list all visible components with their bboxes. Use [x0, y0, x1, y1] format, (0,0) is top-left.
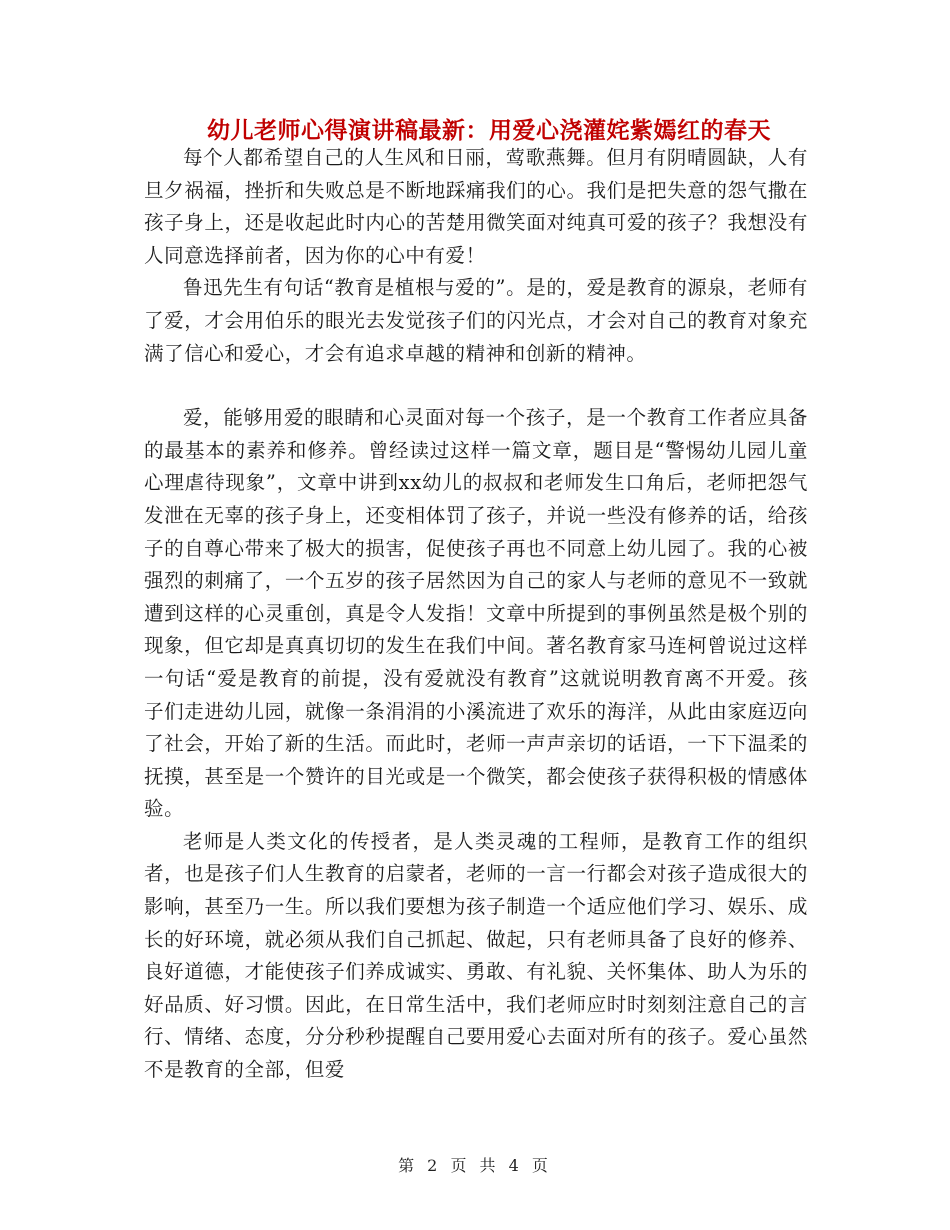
paragraph-2: 鲁迅先生有句话“教育是植根与爱的”。是的，爱是教育的源泉，老师有了爱，才会用伯乐的眼光去发觉孩子们的闪光点，才会对自己的教育对象充满了信心和爱心，才会有追求卓越的精神和创新的精神。	[144, 276, 808, 365]
document-body	[144, 142, 808, 1087]
paragraph-3: 爱，能够用爱的眼睛和心灵面对每一个孩子，是一个教育工作者应具备的最基本的素养和修养。曾经读过这样一篇文章，题目是“警惕幼儿园儿童心理虐待现象”，文章中讲到xx幼儿的叔叔和老师发生口角后，老师把怨气发泄在无辜的孩子身上，还变相体罚了孩子，并说一些没有修养的话，给孩子的自尊心带来了极大的损害，促使孩子再也不同意上幼儿园了。我的心被强烈的刺痛了，一个五岁的孩子居然因为自己的家人与老师的意见不一致就遭到这样的心灵重创，真是令人发指！文章中所提到的事例虽然是极个别的现象，但它却是真真切切的发生在我们中间。著名教育家马连柯曾说过这样一句话“爱是教育的前提，没有爱就没有教育”这就说明教育离不开爱。孩子们走进幼儿园，就像一条涓涓的小溪流进了欢乐的海洋，从此由家庭迈向了社会，开始了新的生活。而此时，老师一声声亲切的话语，一下下温柔的抚摸，甚至是一个赞许的目光或是一个微笑，都会使孩子获得积极的情感体验。	[144, 406, 808, 821]
document-title: 幼儿老师心得演讲稿最新：用爱心浇灌姹紫嫣红的春天	[207, 117, 771, 144]
paragraph-4: 老师是人类文化的传授者，是人类灵魂的工程师，是教育工作的组织者，也是孩子们人生教育的启蒙者，老师的一言一行都会对孩子造成很大的影响，甚至乃一生。所以我们要想为孩子制造一个适应他们学习、娱乐、成长的好环境，就必须从我们自己抓起、做起，只有老师具备了良好的修养、良好道德，才能使孩子们养成诚实、勇敢、有礼貌、关怀集体、助人为乐的好品质、好习惯。因此，在日常生活中，我们老师应时时刻刻注意自己的言行、情绪、态度，分分秒秒提醒自己要用爱心去面对所有的孩子。爱心虽然不是教育的全部，但爱	[144, 829, 808, 1082]
page-number-footer: 第 2 页 共 4 页	[398, 1156, 552, 1175]
paragraph-1: 每个人都希望自己的人生风和日丽，莺歌燕舞。但月有阴晴圆缺，人有旦夕祸福，挫折和失败总是不断地踩痛我们的心。我们是把失意的怨气撒在孩子身上，还是收起此时内心的苦楚用微笑面对纯真可爱的孩子？我想没有人同意选择前者，因为你的心中有爱！	[144, 146, 808, 267]
